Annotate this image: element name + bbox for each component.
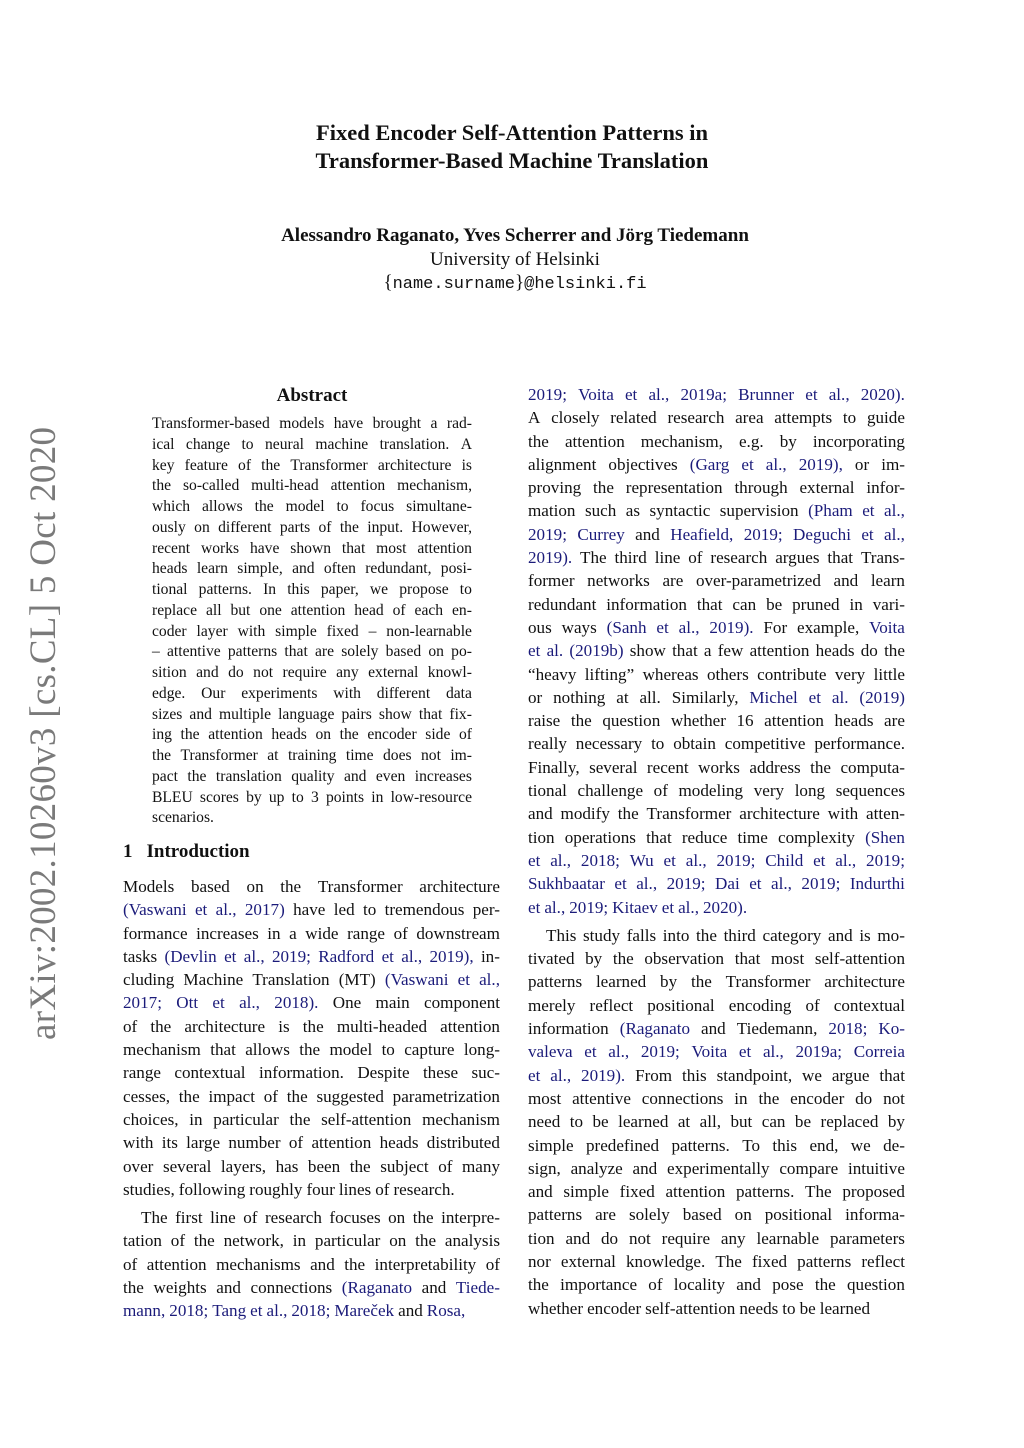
text-line: A closely related research area attempts to guide [528, 408, 905, 428]
text-line: with its large number of attention heads distributed [123, 1133, 500, 1153]
text-line: tivated by the observation that most self-attention [528, 949, 905, 969]
text-line: “heavy lifting” whereas others contribute very little [528, 664, 905, 684]
email-brace-open: { [383, 272, 393, 293]
text-line: the attention mechanism, e.g. by incorporating [528, 431, 905, 451]
text-line: whether encoder self-attention needs to be learned [528, 1298, 871, 1318]
affiliation: University of Helsinki [430, 249, 600, 270]
text-line: patterns learned by the Transformer architecture [528, 972, 905, 992]
text-line: proving the representation through external infor- [528, 478, 905, 498]
text-line: sizes and multiple language pairs show that fix- [152, 705, 472, 723]
text-line: tional patterns. In this paper, we propose to [152, 581, 472, 598]
text-line: et al., 2019). From this standpoint, we argue that [528, 1065, 905, 1085]
text-line: cluding Machine Translation (MT) (Vaswani et al., [123, 970, 500, 990]
text-line: mechanism that allows the model to capture long- [123, 1040, 500, 1060]
text-line: ous ways (Sanh et al., 2019). For example, Voita [528, 617, 905, 637]
text-line: the weights and connections (Raganato and Tiede- [123, 1278, 500, 1298]
email-domain: @helsinki.fi [524, 275, 647, 294]
intro-paragraph-2 [123, 1206, 500, 1322]
text-line: alignment objectives (Garg et al., 2019), or im- [528, 454, 905, 474]
text-line: ical change to neural machine translation. A [152, 435, 472, 453]
email-brace-close: } [515, 272, 525, 293]
text-line: choices, in particular the self-attention mechanism [123, 1109, 500, 1129]
text-line: tion and do not require any learnable parameters [528, 1228, 905, 1248]
text-line: which allows the model to focus simultane- [152, 498, 472, 515]
text-line: 2019; Voita et al., 2019a; Brunner et al., 2020). [528, 385, 905, 404]
title-line-2: Transformer-Based Machine Translation [315, 148, 709, 173]
text-line: merely reflect positional encoding of contextual [528, 995, 905, 1015]
text-line: edge. Our experiments with different data [152, 684, 472, 702]
text-line: most attentive connections in the encoder do not [528, 1088, 905, 1108]
text-line: et al. (2019b) show that a few attention heads do the [528, 641, 905, 661]
text-line: former networks are over-parametrized and learn [528, 571, 905, 591]
author-list: Alessandro Raganato, Yves Scherrer and Jörg Tiedemann [281, 225, 749, 246]
text-line: pact the translation quality and even increases [152, 767, 472, 785]
text-line: – attentive patterns that are solely based on po- [152, 643, 472, 661]
text-line: really necessary to obtain competitive performance. [528, 734, 905, 754]
text-line: ously on different parts of the input. However, [152, 518, 472, 536]
text-line: information (Raganato and Tiedemann, 2018; Ko- [528, 1019, 905, 1039]
text-line: replace all but one attention head of each en- [152, 601, 472, 619]
author-email [0, 271, 1024, 297]
section-title: Introduction [146, 841, 250, 862]
text-line: formance increases in a wide range of downstream [123, 923, 500, 943]
text-line: This study falls into the third category and is mo- [546, 925, 905, 945]
text-line: key feature of the Transformer architecture is [152, 456, 472, 474]
text-line: and modify the Transformer architecture with atten- [528, 804, 905, 824]
abstract-heading: Abstract [276, 385, 348, 406]
text-line: studies, following roughly four lines of research. [123, 1179, 455, 1199]
text-line: valeva et al., 2019; Voita et al., 2019a; Correia [528, 1042, 905, 1062]
text-line: simple predefined patterns. To this end, we de- [528, 1135, 905, 1155]
text-line: patterns are solely based on positional informa- [528, 1205, 905, 1225]
text-line: tional challenge of modeling very long sequences [528, 781, 905, 801]
text-line: BLEU scores by up to 3 points in low-resource [152, 788, 472, 806]
text-line: of the architecture is the multi-headed attention [123, 1016, 500, 1036]
text-line: Models based on the Transformer architecture [123, 877, 500, 896]
text-line: et al., 2019; Kitaev et al., 2020). [528, 897, 748, 917]
text-line: The first line of research focuses on the interpre- [141, 1208, 500, 1228]
text-line: Transformer-based models have brought a rad- [152, 415, 472, 432]
text-line: sition and do not require any external knowl- [152, 664, 472, 681]
abstract-body [152, 414, 472, 829]
intro-paragraph-3 [528, 383, 905, 919]
intro-paragraph-4 [528, 924, 905, 1320]
section-number: 1 [123, 841, 133, 862]
text-line: (Vaswani et al., 2017) have led to tremendous per- [123, 900, 500, 920]
text-line: range contextual information. Despite these suc- [123, 1063, 500, 1083]
text-line: scenarios. [152, 809, 214, 827]
email-local-part: name.surname [392, 275, 515, 294]
text-line: the importance of locality and pose the question [528, 1275, 905, 1295]
text-line: need to be learned at all, but can be replaced by [528, 1112, 905, 1132]
text-line: over several layers, has been the subject of many [123, 1156, 500, 1176]
text-line: mann, 2018; Tang et al., 2018; Mareček and Rosa, [123, 1301, 466, 1321]
text-line: raise the question whether 16 attention heads are [528, 711, 905, 731]
text-line: coder layer with simple fixed – non-learnable [152, 622, 472, 640]
text-line: 2019). The third line of research argues that Trans- [528, 548, 905, 568]
section-heading-introduction [123, 841, 250, 863]
text-line: redundant information that can be pruned in vari- [528, 594, 905, 614]
title-line-1: Fixed Encoder Self-Attention Patterns in [315, 120, 709, 145]
text-line: Finally, several recent works address the computa- [528, 757, 905, 777]
text-line: tation of the network, in particular on the analysis [123, 1231, 500, 1251]
text-line: and simple fixed attention patterns. The proposed [528, 1182, 905, 1202]
arxiv-identifier-stamp: arXiv:2002.10260v3 [cs.CL] 5 Oct 2020 [23, 426, 64, 1040]
intro-paragraph-1 [123, 875, 500, 1201]
text-line: et al., 2018; Wu et al., 2019; Child et al., 2019; [528, 850, 905, 870]
left-column-body [123, 875, 500, 1323]
text-line: heads learn simple, and often redundant, posi- [152, 560, 472, 578]
text-line: tasks (Devlin et al., 2019; Radford et al., 2019), in- [123, 946, 500, 966]
text-line: ing the attention heads on the encoder side of [152, 726, 472, 744]
text-line: nor external knowledge. The fixed patterns reflect [528, 1251, 905, 1271]
text-line: or nothing at all. Similarly, Michel et al. (2019) [528, 687, 905, 707]
text-line: Sukhbaatar et al., 2019; Dai et al., 2019; Indurthi [528, 874, 905, 894]
text-line: the Transformer at training time does not im- [152, 747, 472, 764]
text-line: sign, analyze and experimentally compare intuitive [528, 1158, 905, 1178]
paper-title [0, 119, 1024, 175]
text-line: tion operations that reduce time complexity (Shen [528, 827, 905, 847]
text-line: the so-called multi-head attention mechanism, [152, 477, 472, 495]
text-line: of attention mechanisms and the interpretability of [123, 1254, 500, 1274]
text-line: 2019; Currey and Heafield, 2019; Deguchi et al., [528, 524, 905, 544]
text-line: 2017; Ott et al., 2018). One main component [123, 993, 500, 1013]
text-line: recent works have shown that most attention [152, 539, 472, 557]
text-line: mation such as syntactic supervision (Pham et al., [528, 501, 905, 521]
right-column-body [528, 383, 905, 1320]
text-line: cesses, the impact of the suggested parametrization [123, 1086, 500, 1106]
